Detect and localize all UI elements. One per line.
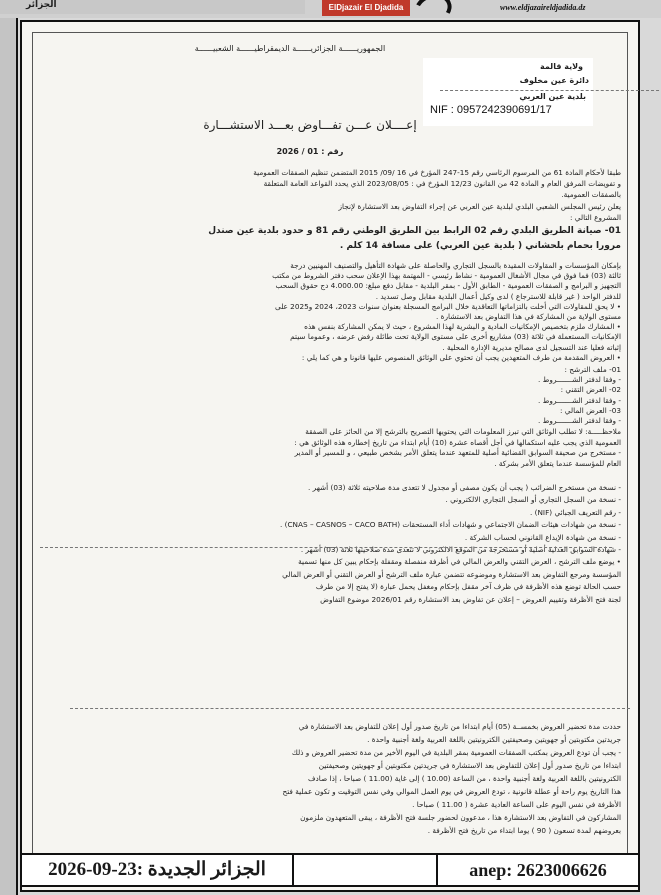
deadline-line: حددت مدة تحضير العروض بخمســة (05) أيام ابتداءا من تاريخ صدور أول إعلان للتفاوض بعد الاستشارة في	[298, 722, 621, 731]
divider-rule	[40, 547, 612, 548]
conditions-line: • لا يحق للمقاولات التي أخلت بالتزاماتها التعاقدية خلال البرامج المسجلة بعنوان سنوات 2023، 2024 و2025 على	[275, 301, 621, 311]
dossier-line: - وفقا لدفتر الشـــــــروط .	[538, 375, 621, 385]
deadline-line: ابتداءا من تاريخ صدور أول إعلان للتفاوض بعد الاستشارة في جريدتين مكتوبتين أو جهويتين وصحيفتين	[318, 761, 621, 770]
note-line: ملاحظـــــة: لا تطلب الوثائق التي تبرز المعلومات التي يحتويها التصريح بالترشح إلا من الحائز على الصفقة	[305, 427, 621, 436]
deadline-line: جريدتين مكتوبتين أو جهويتين وصحيفتين الكترونيتين باللغة العربية ولغة أجنبية واحدة .	[367, 735, 621, 744]
commune-label: بلدية عين العربي	[519, 92, 586, 101]
legal-basis-line: و تفويضات المرفق العام و المادة 42 من القانون 12/23 المؤرخ في : 2023/08/05 الذي يحدد القواعد العامة المتعلقة	[263, 179, 621, 188]
conditions-line: للدفتر الواحد ( غير قابلة للاسترجاع ) لدى وكيل أعمال البلدية مقابل وصل تسديد .	[375, 291, 621, 301]
announcement-title: إعــــلان عـــن تفـــاوض بعـــد الاستشـــارة	[203, 118, 417, 132]
conditions-line: مستوى الولاية من المشاركة في هذا التفاوض بعد الاستشارة .	[436, 312, 621, 321]
nif-label: NIF : 0957242390691/17	[430, 104, 552, 116]
dossier-line: 01- ملف الترشح :	[564, 365, 621, 374]
note-line: - مستخرج من صحيفة السوابق القضائية أصلية للمتعهد عندما يتعلق الأمر بشخص طبيعي ، و للمسير أو المدير	[294, 448, 621, 458]
top-left-strip	[0, 0, 305, 14]
conditions-line: الإمكانيات المستعملة في ثلاثة (03) مشاريع أخرى على مستوى الولاية تحت طائلة رفض عرضه ، وعموما سيتم	[290, 332, 621, 342]
conditions-line: • المشارك ملزم بتخصيص الإمكانيات المادية و البشرية لهذا المشروع ، حيث لا يمكن المشاركة بنفس هذه	[304, 322, 621, 332]
intro-line: يعلن رئيس المجلس الشعبي البلدي لبلدية عين العربي عن إجراء التفاوض بعد الاستشارة لإنجاز	[338, 202, 621, 211]
required-docs-line: - نسخة من السجل التجاري أو السجل التجاري الالكتروني .	[445, 495, 621, 505]
required-docs-line: - نسخة من شهادات هيئات الضمان الاجتماعي و شهادات أداء المستحقات (CNAS – CASNOS – CACO BATH) .	[279, 520, 621, 530]
deadline-line: الأظرفة في نفس اليوم على الساعة العادية عشرة ( 11.00 ) صباحا .	[412, 800, 621, 809]
deadline-line: المشاركون في التفاوض بعد الاستشارة هذا ، مدعوون لحضور جلسة فتح الأظرفة ، يبقى المتعهدون ملزمون	[300, 813, 621, 822]
note-line: العام للمؤسسة عندما يتعلق الأمر بشركة .	[494, 458, 621, 468]
required-docs-line: حسب الحالة توضع هذه الأظرفة في ظرف آخر مقفل بإحكام ومغفل يحمل عبارة (لا يفتح إلا من طرف	[315, 582, 621, 592]
footer-anep: anep: 2623006626	[436, 855, 638, 885]
legal-basis-line: بالصفقات العمومية.	[561, 190, 621, 199]
deadline-line: هذا التاريخ يوم راحة أو عطلة قانونية ، تودع العروض في يوم العمل الموالي وفي نفس التوقيت و تكون عملية فتح	[282, 787, 621, 796]
top-left-label: الجزائر	[26, 0, 57, 10]
footer-bar	[20, 853, 640, 887]
deadline-line: - يجب أن تودع العروض بمكتب الصفقات العمومية بمقر البلدية في اليوم الأخير من مدة تحضير العروض و ذلك	[291, 748, 621, 757]
republic-heading: الجمهوريــــــة الجزائريــــــة الديمقراطيــــــة الشعبيــــــة	[194, 44, 386, 53]
dossier-line: - وفقا لدفتر الشـــــــروط .	[538, 416, 621, 425]
dossier-line: 02- العرض التقني :	[560, 385, 621, 395]
project-line: 01- صيانة الطريق البلدي رقم 02 الرابط بين الطريق الوطني رقم 81 و حدود بلدية عين صندل	[208, 226, 621, 236]
site-url: www.eldjazaireldjadida.dz	[500, 3, 586, 12]
required-docs-line: - شهادة السوابق العدلية أصلية أو مستخرجة من الموقع الالكتروني لا تتعدى مدة صلاحيتها ثلاثة (03) أشهر .	[300, 545, 621, 554]
legal-basis-line: طبقا لأحكام المادة 61 من المرسوم الرئاسي رقم 15-247 المؤرخ في 16 /09/ 2015 المتضمن تنظيم الصفقات العمومية	[253, 168, 621, 177]
newspaper-logo: ElDjazair El Djadida	[322, 0, 410, 16]
dossier-line: 03- العرض المالي :	[560, 405, 621, 415]
footer-date: الجزائر الجديدة :23-09-2026	[22, 855, 294, 885]
deadline-line: الكترونيتين باللغة العربية ولغة أجنبية واحدة ، من الساعة (10.00 ) إلى غاية (11.00 ) صباحا ، إذا صادف	[307, 774, 621, 783]
intro-line: المشروع التالي :	[570, 213, 621, 222]
required-docs-line: المؤسسة ومرجع التفاوض بعد الاستشارة وموضوعه تتضمن عبارة ملف الترشح أو العرض التقني أو العرض المالي	[282, 569, 621, 579]
announcement-number: رقم : 01 / 2026	[276, 147, 344, 156]
required-docs-line: - رقم التعريف الجبائي (NIF) .	[529, 507, 621, 517]
divider-rule	[70, 708, 630, 709]
conditions-line: بإمكان المؤسسات و المقاولات المقيدة بالسجل التجاري والحاصلة على شهادة التأهيل والتصنيف المهنيين درجة	[290, 261, 621, 270]
required-docs-line: - نسخة من شهادة الإيداع القانوني لحساب الشركة .	[464, 532, 621, 542]
deadline-line: بعروضهم لمدة تسعون ( 90 ) يوما ابتداء من تاريخ فتح الأظرفة .	[427, 826, 621, 835]
conditions-line: • العروض المقدمة من طرف المتعهدين يجب أن تحتوي على الوثائق المنصوص عليها قانونا و هي كما يلي :	[301, 352, 621, 362]
conditions-line: التجهيز و البرامج و الصفقات العمومية - الطابق الأول - بمقر البلدية - مقابل دفع مبلغ: 4.000.00 دج حقوق السحب	[275, 281, 621, 291]
project-line: مرورا بحمام بلحشاني ( بلدية عين العربي) على مسافة 14 كلم .	[339, 241, 621, 251]
left-column-strip	[0, 18, 18, 895]
divider-rule	[440, 90, 661, 91]
daira-label: دائرة عين مخلوف	[519, 76, 589, 85]
note-line: العمومية الذي يجب عليه استكمالها في أجل أقصاه عشرة (10) أيام ابتداء من تاريخ إخطاره هذه الوثائق هي :	[294, 437, 621, 447]
required-docs-line: - نسخة من مستخرج الضرائب ( يجب أن يكون مصفى أو مجدول لا تتعدى مدة صلاحيته ثلاثة (03) أشهر .	[308, 483, 621, 492]
conditions-line: إثباته فعليا عند التسجيل لدى مصالح مديرية الإدارة المحلية .	[442, 342, 621, 352]
top-bar	[0, 0, 661, 18]
required-docs-line: • يوضع ملف الترشح ، العرض التقني والعرض المالي في أظرفة منفصلة ومقفلة بإحكام يبين كل منها تسمية	[298, 557, 621, 567]
required-docs-line: لجنة فتح الأظرفة وتقييم العروض – إعلان عن تفاوض بعد الاستشارة رقم 2026/01 موضوع التفاوض	[320, 594, 621, 604]
dossier-line: - وفقا لدفتر الشـــــــروط .	[538, 395, 621, 405]
wilaya-label: ولاية قالمة	[539, 62, 583, 71]
conditions-line: ثالثة (03) فما فوق في مجال الأشغال العمومية - نشاط رئيسي - المهتمة بهذا الإعلان سحب دفتر الشروط من مكتب	[272, 271, 621, 281]
